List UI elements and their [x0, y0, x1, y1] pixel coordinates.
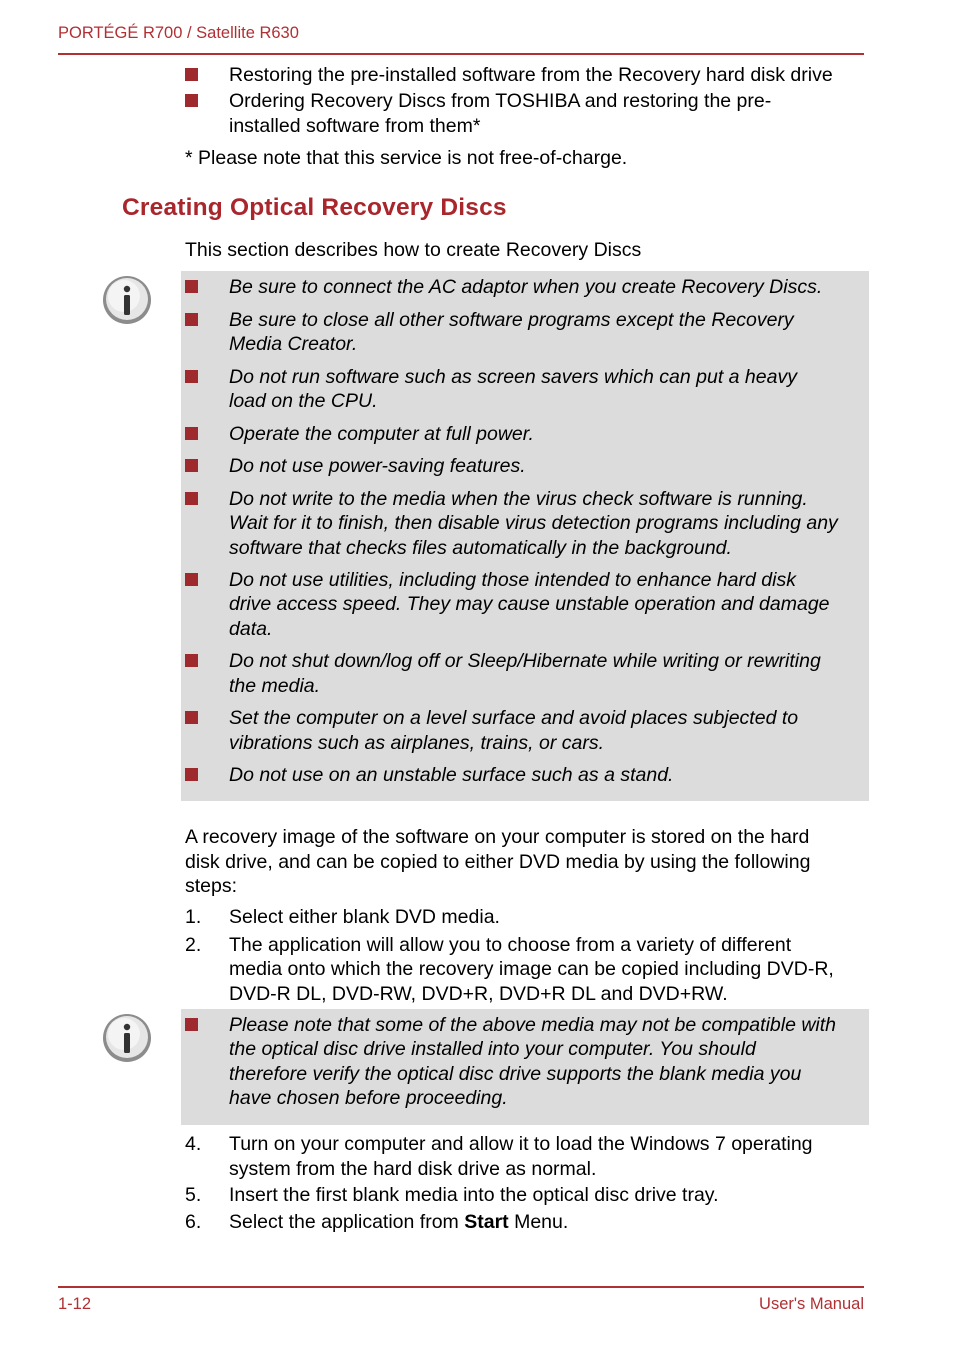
- body-paragraph-line: steps:: [185, 875, 238, 897]
- note-text: Operate the computer at full power.: [229, 423, 534, 445]
- bullet-marker: [185, 768, 198, 781]
- bullet-marker: [185, 1018, 198, 1031]
- bullet-marker: [185, 459, 198, 472]
- top-bullet-text: Restoring the pre-installed software from the Recovery hard disk drive: [229, 64, 833, 86]
- step-text: [229, 1210, 568, 1235]
- top-bullet-text: installed software from them*: [229, 115, 481, 137]
- step-number: 6.: [185, 1211, 202, 1233]
- body-paragraph-line: A recovery image of the software on your computer is stored on the hard: [185, 826, 810, 848]
- step-text: Select either blank DVD media.: [229, 906, 500, 928]
- step-text: system from the hard disk drive as normal.: [229, 1158, 597, 1180]
- note-text: have chosen before proceeding.: [229, 1087, 508, 1109]
- manual-title: User's Manual: [759, 1295, 864, 1313]
- bullet-marker: [185, 711, 198, 724]
- info-icon: [100, 273, 154, 327]
- top-bullet-text: Ordering Recovery Discs from TOSHIBA and restoring the pre-: [229, 90, 772, 112]
- step-text: DVD-R DL, DVD-RW, DVD+R, DVD+R DL and DVD+RW.: [229, 983, 728, 1005]
- header-rule: [58, 53, 864, 55]
- note-text: Do not use on an unstable surface such as a stand.: [229, 764, 674, 786]
- step-number: 4.: [185, 1133, 202, 1155]
- step-text-prefix: Select the application from: [229, 1211, 465, 1233]
- note-text: therefore verify the optical disc drive supports the blank media you: [229, 1063, 802, 1085]
- bullet-marker: [185, 492, 198, 505]
- bullet-marker: [185, 370, 198, 383]
- note-text: Set the computer on a level surface and avoid places subjected to: [229, 707, 799, 729]
- note-text: Please note that some of the above media may not be compatible with: [229, 1014, 837, 1036]
- step-text-suffix: Menu.: [508, 1211, 569, 1233]
- start-menu-term: Start: [464, 1211, 509, 1233]
- bullet-marker: [185, 427, 198, 440]
- header-title: PORTÉGÉ R700 / Satellite R630: [58, 24, 299, 42]
- note-text: Wait for it to finish, then disable virus detection programs including any: [229, 512, 838, 534]
- note-text: software that checks files automatically in the background.: [229, 537, 732, 559]
- note-text: the media.: [229, 675, 321, 697]
- note-text: data.: [229, 618, 273, 640]
- step-text: Insert the first blank media into the optical disc drive tray.: [229, 1184, 719, 1206]
- note-text: Do not use power-saving features.: [229, 455, 526, 477]
- step-number: 1.: [185, 906, 202, 928]
- note-text: Do not write to the media when the virus check software is running.: [229, 488, 808, 510]
- note-text: the optical disc drive installed into your computer. You should: [229, 1038, 756, 1060]
- section-heading: Creating Optical Recovery Discs: [122, 194, 507, 221]
- note-text: drive access speed. They may cause unstable operation and damage: [229, 593, 830, 615]
- footer-rule: [58, 1286, 864, 1288]
- note-text: Do not run software such as screen savers which can put a heavy: [229, 366, 797, 388]
- note-text: Media Creator.: [229, 333, 358, 355]
- info-icon: [100, 1011, 154, 1065]
- page-number: 1-12: [58, 1295, 92, 1313]
- note-text: Be sure to connect the AC adaptor when you create Recovery Discs.: [229, 276, 823, 298]
- note-text: Do not use utilities, including those intended to enhance hard disk: [229, 569, 796, 591]
- note-text: load on the CPU.: [229, 390, 378, 412]
- bullet-marker: [185, 280, 198, 293]
- step-number: 2.: [185, 934, 202, 956]
- bullet-marker: [185, 654, 198, 667]
- bullet-marker: [185, 573, 198, 586]
- body-paragraph-line: disk drive, and can be copied to either DVD media by using the following: [185, 851, 811, 873]
- step-text: Turn on your computer and allow it to load the Windows 7 operating: [229, 1133, 813, 1155]
- step-text: media onto which the recovery image can be copied including DVD-R,: [229, 958, 834, 980]
- note-text: Be sure to close all other software programs except the Recovery: [229, 309, 794, 331]
- section-intro: This section describes how to create Recovery Discs: [185, 239, 642, 261]
- note-text: vibrations such as airplanes, trains, or cars.: [229, 732, 604, 754]
- service-note: * Please note that this service is not free-of-charge.: [185, 147, 628, 169]
- note-text: Do not shut down/log off or Sleep/Hibernate while writing or rewriting: [229, 650, 821, 672]
- bullet-marker: [185, 68, 198, 81]
- bullet-marker: [185, 94, 198, 107]
- step-number: 5.: [185, 1184, 202, 1206]
- bullet-marker: [185, 313, 198, 326]
- step-text: The application will allow you to choose from a variety of different: [229, 934, 792, 956]
